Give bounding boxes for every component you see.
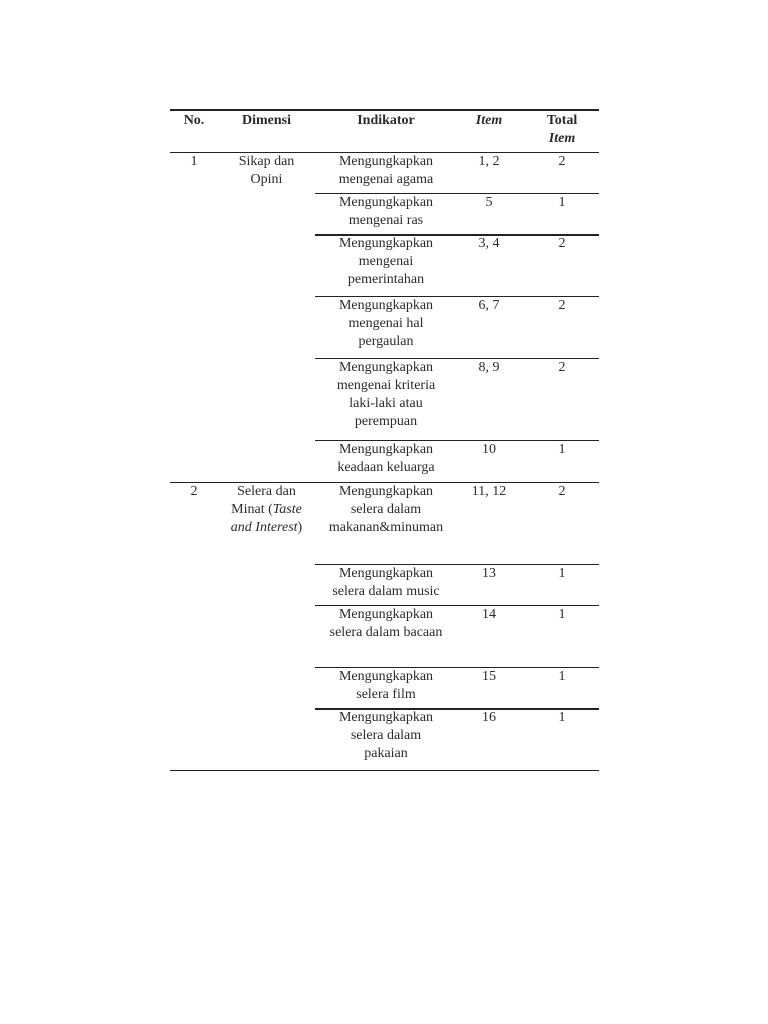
indicator-cell: Mengungkapkan mengenai ras [338, 195, 434, 228]
dimension-1-no: 1 [190, 154, 198, 169]
dimension-2-no: 2 [190, 484, 198, 499]
item-cell: 6, 7 [478, 298, 500, 313]
item-cell: 16 [482, 710, 496, 725]
header-dimensi: Dimensi [242, 113, 291, 128]
total-cell: 1 [558, 566, 566, 581]
dimension-1-name [218, 153, 315, 189]
indicator-cell: Mengungkapkan selera film [338, 669, 434, 702]
total-cell: 2 [558, 154, 566, 169]
total-cell: 1 [558, 710, 566, 725]
dimension-1-name-line2: Opini [250, 172, 283, 187]
indicator-cell: Mengungkapkan selera dalam bacaan [329, 607, 443, 640]
item-cell: 3, 4 [478, 236, 500, 251]
item-cell: 13 [482, 566, 496, 581]
header-indikator: Indikator [357, 113, 415, 128]
indicator-cell: Mengungkapkan mengenai agama [338, 154, 434, 187]
header-total [521, 112, 603, 148]
header-total-line1: Total [546, 113, 578, 128]
item-cell: 11, 12 [471, 484, 507, 499]
total-cell: 1 [558, 442, 566, 457]
indicator-cell: Mengungkapkan mengenai pemerintahan [338, 236, 434, 287]
dimension-2-name-line1: Selera dan [237, 484, 296, 499]
item-cell: 1, 2 [478, 154, 500, 169]
indicator-cell: Mengungkapkan keadaan keluarga [337, 442, 435, 475]
dimension-2-name-line2: Minat (Taste [231, 502, 302, 517]
table-top-rule [170, 109, 599, 111]
indicator-cell: Mengungkapkan selera dalam makanan&minuman [328, 484, 444, 535]
total-cell: 1 [558, 607, 566, 622]
header-total-line2: Item [548, 131, 576, 146]
indicator-cell: Mengungkapkan mengenai kriteria laki-laki atau perempuan [336, 360, 436, 429]
header-item: Item [475, 113, 503, 128]
dimension-2-name-line3: and Interest) [230, 520, 303, 535]
dimension-2-name [218, 483, 315, 537]
header-no: No. [183, 113, 205, 128]
item-cell: 15 [482, 669, 496, 684]
indicator-cell: Mengungkapkan mengenai hal pergaulan [338, 298, 434, 349]
total-cell: 1 [558, 669, 566, 684]
total-cell: 1 [558, 195, 566, 210]
item-cell: 5 [485, 195, 493, 210]
indicator-cell: Mengungkapkan selera dalam music [332, 566, 440, 599]
total-cell: 2 [558, 298, 566, 313]
total-cell: 2 [558, 236, 566, 251]
item-cell: 10 [482, 442, 496, 457]
dimension-1-name-line1: Sikap dan [238, 154, 295, 169]
item-cell: 14 [482, 607, 496, 622]
indicator-cell: Mengungkapkan selera dalam pakaian [338, 710, 434, 761]
table-bottom-rule [170, 770, 599, 771]
total-cell: 2 [558, 484, 566, 499]
total-cell: 2 [558, 360, 566, 375]
item-cell: 8, 9 [478, 360, 500, 375]
